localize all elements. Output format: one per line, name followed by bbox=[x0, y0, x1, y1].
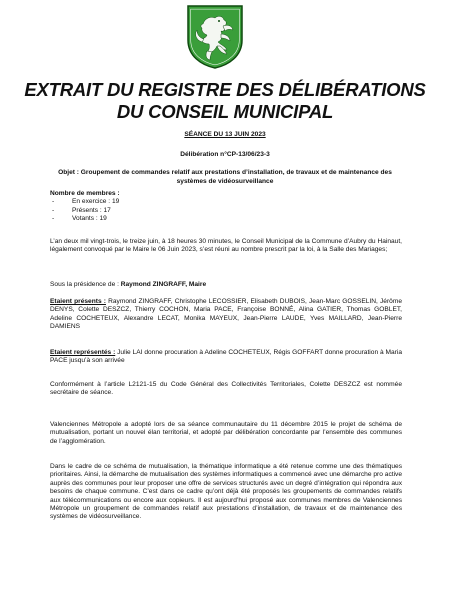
list-item: - Votants : 19 bbox=[52, 215, 107, 223]
presents-names: Raymond ZINGRAFF, Christophe LECOSSIER, Elisabeth DUBOIS, Jean-Marc GOSSELIN, Jérôme DENYS, Colette DESZCZ, Thierry COCHON, Maria PACE, Françoise BONNÉ, Alina GATIER, Thomas GOBLET, Adeline COCHETEUX, Alexandre LECAT, Monika MAYEUX, Jean-Pierre LAUDE, Yves MAILLARD, Jean-Pierre DAMIENS bbox=[50, 298, 402, 331]
informatique-paragraph: Dans le cadre de ce schéma de mutualisation, la thématique informatique a été retenue comme une des thématiques prioritaires. Ainsi, la démarche de mutualisation des systèmes informatiques a commencé avec une démarche pro active auprès des communes pour leur proposer une offre de services structurés avec un degré d’intégration qui répondra aux besoins de chaque commune. C’est dans ce cadre qu’ont déjà été proposés les groupements de commandes relatifs aux télécommunications ou encore aux copieurs. Il est aujourd’hui proposé aux communes membres de Valenciennes Métropole un groupement de commandes relatif aux prestations d’installation, de travaux et de maintenance des systèmes de vidéosurveillance. bbox=[50, 463, 402, 521]
intro-paragraph: L’an deux mil vingt-trois, le treize juin, à 18 heures 30 minutes, le Conseil Municipal de la Commune d’Aubry du Hainaut, légalement convoqué par le Maire le 06 Juin 2023, s’est réuni au nombre prescrit par la loi, à la Salle des Mariages; bbox=[50, 238, 402, 254]
seance-date: SÉANCE DU 13 JUIN 2023 bbox=[184, 131, 266, 138]
deliberation-number: Délibération n°CP-13/06/23-3 bbox=[180, 151, 270, 158]
presidence-line bbox=[50, 281, 402, 289]
deliberation-object: Objet : Groupement de commandes relatif aux prestations d’installation, de travaux et de maintenance des systèmes de vidéosurveillance bbox=[58, 169, 392, 185]
lion-coat-of-arms-icon bbox=[185, 4, 245, 70]
presidence-prefix: Sous la présidence de : bbox=[50, 281, 121, 288]
presents-label: Etaient présents : bbox=[50, 298, 106, 305]
representes-paragraph bbox=[50, 349, 402, 366]
members-heading: Nombre de membres : bbox=[50, 190, 120, 197]
mayor-name: Raymond ZINGRAFF, Maire bbox=[120, 281, 207, 288]
members-block bbox=[50, 190, 402, 224]
presents-paragraph bbox=[50, 298, 402, 332]
list-item: - Présents : 17 bbox=[52, 206, 111, 214]
mutualisation-paragraph: Valenciennes Métropole a adopté lors de sa séance communautaire du 11 décembre 2015 le projet de schéma de mutualisation, portant un nouvel élan territorial, et adopté par délibération concordante par l’ensemble des communes de l’agglomération. bbox=[50, 421, 402, 445]
list-item: - En exercice : 19 bbox=[52, 198, 120, 206]
secretaire-paragraph: Conformément à l’article L2121-15 du Code Général des Collectivités Territoriales, Colette DESZCZ est nommée secrétaire de séance. bbox=[50, 381, 402, 397]
document-title-line-1: EXTRAIT DU REGISTRE DES DÉLIBÉRATIONS bbox=[24, 79, 426, 100]
representes-label: Etaient représentés : bbox=[50, 349, 116, 356]
document-title-line-2: DU CONSEIL MUNICIPAL bbox=[116, 101, 334, 122]
members-list bbox=[50, 198, 402, 223]
representes-names: Julie LAI donne procuration à Adeline COCHETEUX, Régis GOFFART donne procuration à Maria PACE jusqu’à son arrivée bbox=[50, 349, 402, 365]
